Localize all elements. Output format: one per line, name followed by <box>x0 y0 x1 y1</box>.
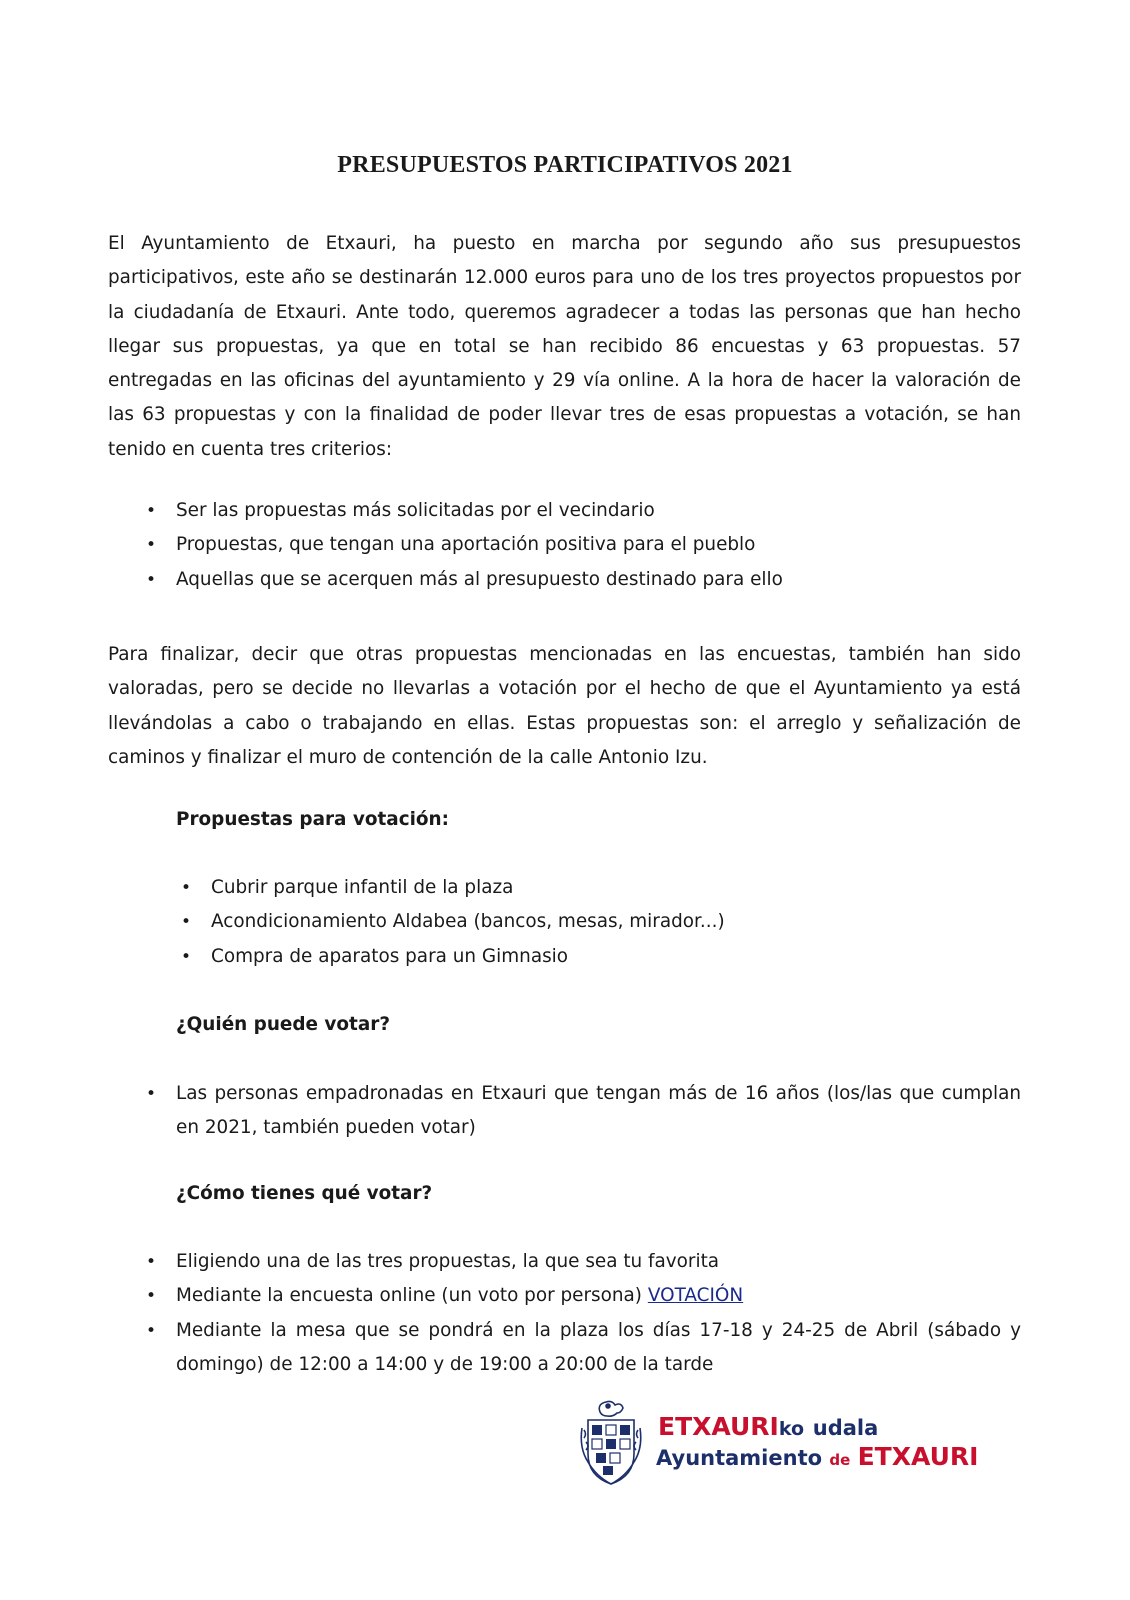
bullet-icon: • <box>146 1286 157 1307</box>
bullet-icon: • <box>181 946 192 967</box>
bullet-icon: • <box>181 878 192 898</box>
bullet-icon: • <box>146 535 157 556</box>
list-item: • Propuestas, que tengan una aportación positiva para el pueblo <box>176 528 1021 562</box>
criteria-list <box>146 494 1021 597</box>
proposals-heading: Propuestas para votación: <box>176 809 449 830</box>
closing-paragraph: Para finalizar, decir que otras propuestas mencionadas en las encuestas, también han sido valoradas, pero se decide no llevarlas a votación por el hecho de que el Ayuntamiento ya está llevándolas a cabo o trabajando en ellas. Estas propuestas son: el arreglo y señalización de caminos y finalizar el muro de contención de la calle Antonio Izu. <box>108 644 1021 768</box>
list-item: • Aquellas que se acerquen más al presupuesto destinado para ello <box>176 563 1021 597</box>
who-heading: ¿Quién puede votar? <box>176 1014 390 1035</box>
list-item: • Eligiendo una de las tres propuestas, la que sea tu favorita <box>176 1245 1021 1279</box>
list-item: • Mediante la encuesta online (un voto por persona) VOTACIÓN <box>176 1279 1021 1313</box>
bullet-icon: • <box>146 1252 157 1272</box>
how-list <box>146 1245 1021 1382</box>
document-title: PRESUPUESTOS PARTICIPATIVOS 2021 <box>337 152 793 178</box>
logo-line-2: Ayuntamiento de ETXAURI <box>656 1442 979 1471</box>
proposals-list <box>181 871 1021 974</box>
bullet-icon: • <box>146 501 157 521</box>
bullet-icon: • <box>146 1320 157 1341</box>
list-item: • Mediante la mesa que se pondrá en la plaza los días 17-18 y 24-25 de Abril (sábado y domingo) de 12:00 a 14:00 y de 19:00 a 20:00 de la tarde <box>176 1314 1021 1383</box>
list-item: • Ser las propuestas más solicitadas por el vecindario <box>176 494 1021 528</box>
bullet-icon: • <box>146 1084 157 1104</box>
list-item: • Acondicionamiento Aldabea (bancos, mesas, mirador...) <box>211 905 1021 939</box>
coat-of-arms-icon <box>578 1398 644 1494</box>
bullet-icon: • <box>181 912 192 933</box>
etxauri-logo <box>578 1398 978 1498</box>
logo-line-1: ETXAURIko udala <box>658 1412 879 1441</box>
intro-paragraph: El Ayuntamiento de Etxauri, ha puesto en marcha por segundo año sus presupuestos participativos, este año se destinarán 12.000 euros para uno de los tres proyectos propuestos por la ciudadanía de Etxauri. Ante todo, queremos agradecer a todas las personas que han hecho llegar sus propuestas, ya que en total se han recibido 86 encuestas y 63 propuestas. 57 entregadas en las oficinas del ayuntamiento y 29 vía online. A la hora de hacer la valoración de las 63 propuestas y con la finalidad de poder llevar tres de esas propuestas a votación, se han tenido en cuenta tres criterios: <box>108 233 1021 460</box>
vote-link[interactable]: VOTACIÓN <box>647 1285 744 1307</box>
how-heading: ¿Cómo tienes qué votar? <box>176 1183 433 1204</box>
bullet-icon: • <box>146 569 157 590</box>
list-item: • Las personas empadronadas en Etxauri que tengan más de 16 años (los/las que cumplan en 2021, también pueden votar) <box>176 1077 1021 1146</box>
list-item: • Cubrir parque infantil de la plaza <box>211 871 1021 905</box>
list-item: • Compra de aparatos para un Gimnasio <box>211 940 1021 974</box>
who-list <box>146 1077 1021 1146</box>
